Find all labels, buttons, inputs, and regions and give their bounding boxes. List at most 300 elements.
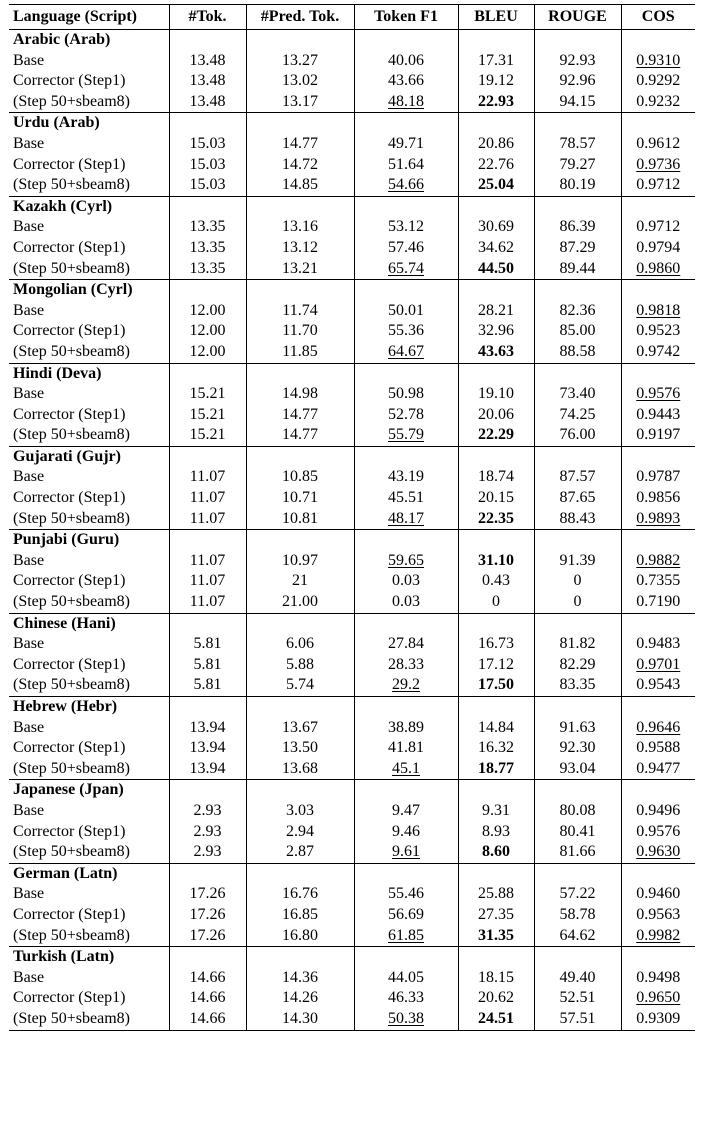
results-table <box>9 4 695 1031</box>
method-cell: Base <box>13 801 45 819</box>
rouge-cell: 78.57 <box>534 134 621 155</box>
token-f1-cell: 55.46 <box>354 884 458 905</box>
pred-tok-cell: 6.06 <box>246 634 354 655</box>
second-best-value: 65.74 <box>388 259 424 277</box>
table-row <box>9 342 695 363</box>
tok-cell: 11.07 <box>169 467 246 488</box>
empty-cell <box>354 30 458 51</box>
bleu-cell: 8.93 <box>458 822 534 843</box>
empty-cell <box>246 697 354 718</box>
bleu-cell: 0 <box>458 592 534 613</box>
empty-cell <box>458 446 534 467</box>
empty-cell <box>246 30 354 51</box>
table-row <box>9 718 695 739</box>
empty-cell <box>354 530 458 551</box>
token-f1-cell: 27.84 <box>354 634 458 655</box>
tok-cell: 14.66 <box>169 988 246 1009</box>
empty-cell <box>621 363 695 384</box>
language-row <box>9 697 695 718</box>
tok-cell: 11.07 <box>169 592 246 613</box>
empty-cell <box>354 280 458 301</box>
table-body <box>9 30 695 1031</box>
language-row <box>9 780 695 801</box>
token-f1-cell <box>354 551 458 572</box>
tok-cell: 14.66 <box>169 968 246 989</box>
empty-cell <box>246 113 354 134</box>
pred-tok-cell: 14.77 <box>246 134 354 155</box>
language-label: Kazakh (Cyrl) <box>9 196 169 217</box>
language-row <box>9 196 695 217</box>
token-f1-cell <box>354 342 458 363</box>
bleu-cell <box>458 551 534 572</box>
bleu-cell: 20.86 <box>458 134 534 155</box>
pred-tok-cell: 13.68 <box>246 759 354 780</box>
bleu-cell <box>458 425 534 446</box>
empty-cell <box>458 30 534 51</box>
rouge-cell: 94.15 <box>534 92 621 113</box>
bleu-cell <box>458 509 534 530</box>
cos-cell <box>621 509 695 530</box>
second-best-value: 50.38 <box>388 1009 424 1027</box>
table-row <box>9 926 695 947</box>
language-row <box>9 113 695 134</box>
language-row <box>9 446 695 467</box>
rouge-cell: 79.27 <box>534 155 621 176</box>
empty-cell <box>246 613 354 634</box>
table-row <box>9 301 695 322</box>
cos-cell <box>621 259 695 280</box>
second-best-value: 0.9310 <box>636 51 681 69</box>
rouge-cell: 81.66 <box>534 842 621 863</box>
pred-tok-cell: 13.50 <box>246 738 354 759</box>
language-row <box>9 863 695 884</box>
pred-tok-cell: 14.77 <box>246 405 354 426</box>
table-row <box>9 738 695 759</box>
rouge-cell: 87.29 <box>534 238 621 259</box>
token-f1-cell: 56.69 <box>354 905 458 926</box>
cos-cell: 0.9787 <box>621 467 695 488</box>
rouge-cell: 87.57 <box>534 467 621 488</box>
tok-cell: 12.00 <box>169 342 246 363</box>
second-best-value: 0.9893 <box>636 509 681 527</box>
cos-cell <box>621 842 695 863</box>
method-cell: Base <box>13 551 45 569</box>
bleu-cell <box>458 675 534 696</box>
empty-cell <box>458 613 534 634</box>
method-cell: Corrector (Step1) <box>13 655 126 673</box>
method-cell: Base <box>13 301 45 319</box>
best-value: 8.60 <box>482 843 510 861</box>
table-row <box>9 801 695 822</box>
table-row <box>9 425 695 446</box>
bleu-cell: 16.32 <box>458 738 534 759</box>
empty-cell <box>534 780 621 801</box>
language-label: Japanese (Jpan) <box>9 780 169 801</box>
token-f1-cell: 55.36 <box>354 321 458 342</box>
token-f1-cell <box>354 842 458 863</box>
tok-cell: 11.07 <box>169 571 246 592</box>
empty-cell <box>169 446 246 467</box>
token-f1-cell: 41.81 <box>354 738 458 759</box>
rouge-cell: 88.43 <box>534 509 621 530</box>
rouge-cell: 82.36 <box>534 301 621 322</box>
rouge-cell: 92.93 <box>534 51 621 72</box>
tok-cell: 13.35 <box>169 238 246 259</box>
best-value: 31.35 <box>478 926 514 944</box>
token-f1-cell: 43.66 <box>354 71 458 92</box>
cos-cell: 0.9794 <box>621 238 695 259</box>
method-cell: (Step 50+sbeam8) <box>13 92 130 110</box>
table-row <box>9 92 695 113</box>
rouge-cell: 57.22 <box>534 884 621 905</box>
empty-cell <box>246 947 354 968</box>
cos-cell: 0.9712 <box>621 217 695 238</box>
table-row <box>9 988 695 1009</box>
empty-cell <box>534 530 621 551</box>
second-best-value: 0.9818 <box>636 301 681 319</box>
pred-tok-cell: 14.77 <box>246 425 354 446</box>
pred-tok-cell: 14.30 <box>246 1009 354 1030</box>
second-best-value: 55.79 <box>388 426 424 444</box>
cos-cell: 0.9483 <box>621 634 695 655</box>
tok-cell: 5.81 <box>169 655 246 676</box>
table-row <box>9 155 695 176</box>
rouge-cell: 0 <box>534 592 621 613</box>
rouge-cell: 88.58 <box>534 342 621 363</box>
bleu-cell: 32.96 <box>458 321 534 342</box>
rouge-cell: 64.62 <box>534 926 621 947</box>
empty-cell <box>458 530 534 551</box>
bleu-cell: 18.74 <box>458 467 534 488</box>
empty-cell <box>534 30 621 51</box>
bleu-cell: 18.15 <box>458 968 534 989</box>
tok-cell: 12.00 <box>169 321 246 342</box>
table-row <box>9 175 695 196</box>
pred-tok-cell: 13.16 <box>246 217 354 238</box>
cos-cell: 0.9612 <box>621 134 695 155</box>
language-label: Turkish (Latn) <box>9 947 169 968</box>
rouge-cell: 91.39 <box>534 551 621 572</box>
rouge-cell: 92.96 <box>534 71 621 92</box>
rouge-cell: 58.78 <box>534 905 621 926</box>
cos-cell: 0.7355 <box>621 571 695 592</box>
method-cell: Corrector (Step1) <box>13 822 126 840</box>
pred-tok-cell: 14.26 <box>246 988 354 1009</box>
tok-cell: 13.94 <box>169 738 246 759</box>
table-row <box>9 655 695 676</box>
bleu-cell <box>458 759 534 780</box>
table-row <box>9 384 695 405</box>
bleu-cell: 20.62 <box>458 988 534 1009</box>
method-cell: (Step 50+sbeam8) <box>13 426 130 444</box>
empty-cell <box>534 947 621 968</box>
second-best-value: 9.61 <box>392 843 420 861</box>
pred-tok-cell: 13.27 <box>246 51 354 72</box>
pred-tok-cell: 13.02 <box>246 71 354 92</box>
pred-tok-cell: 13.17 <box>246 92 354 113</box>
rouge-cell: 92.30 <box>534 738 621 759</box>
tok-cell: 2.93 <box>169 801 246 822</box>
pred-tok-cell: 16.85 <box>246 905 354 926</box>
method-cell: Base <box>13 51 45 69</box>
table-row <box>9 884 695 905</box>
language-label: Chinese (Hani) <box>9 613 169 634</box>
empty-cell <box>169 113 246 134</box>
empty-cell <box>621 113 695 134</box>
cos-cell: 0.9588 <box>621 738 695 759</box>
tok-cell: 17.26 <box>169 884 246 905</box>
header-token-f1: Token F1 <box>354 5 458 30</box>
token-f1-cell: 0.03 <box>354 571 458 592</box>
tok-cell: 17.26 <box>169 926 246 947</box>
empty-cell <box>354 613 458 634</box>
table-row <box>9 405 695 426</box>
pred-tok-cell: 21 <box>246 571 354 592</box>
method-cell: Base <box>13 885 45 903</box>
empty-cell <box>169 947 246 968</box>
rouge-cell: 83.35 <box>534 675 621 696</box>
method-cell: (Step 50+sbeam8) <box>9 1009 169 1030</box>
table-row <box>9 51 695 72</box>
token-f1-cell: 44.05 <box>354 968 458 989</box>
rouge-cell: 93.04 <box>534 759 621 780</box>
cos-cell <box>621 301 695 322</box>
method-cell: Base <box>13 968 45 986</box>
pred-tok-cell: 14.36 <box>246 968 354 989</box>
language-label: Mongolian (Cyrl) <box>9 280 169 301</box>
pred-tok-cell: 10.97 <box>246 551 354 572</box>
tok-cell: 13.48 <box>169 92 246 113</box>
method-cell: Corrector (Step1) <box>13 155 126 173</box>
tok-cell: 17.26 <box>169 905 246 926</box>
pred-tok-cell: 16.76 <box>246 884 354 905</box>
token-f1-cell <box>354 926 458 947</box>
table-row <box>9 675 695 696</box>
empty-cell <box>246 780 354 801</box>
second-best-value: 48.18 <box>388 92 424 110</box>
rouge-cell: 52.51 <box>534 988 621 1009</box>
empty-cell <box>534 196 621 217</box>
empty-cell <box>169 780 246 801</box>
best-value: 31.10 <box>478 551 514 569</box>
second-best-value: 0.9982 <box>636 926 681 944</box>
cos-cell <box>621 655 695 676</box>
empty-cell <box>621 947 695 968</box>
token-f1-cell <box>354 175 458 196</box>
pred-tok-cell: 11.85 <box>246 342 354 363</box>
token-f1-cell: 9.46 <box>354 822 458 843</box>
bleu-cell <box>458 1009 534 1030</box>
tok-cell: 15.21 <box>169 405 246 426</box>
best-value: 22.29 <box>478 426 514 444</box>
empty-cell <box>246 196 354 217</box>
token-f1-cell: 43.19 <box>354 467 458 488</box>
cos-cell <box>621 384 695 405</box>
cos-cell <box>621 51 695 72</box>
bleu-cell: 22.76 <box>458 155 534 176</box>
language-label: Hindi (Deva) <box>9 363 169 384</box>
language-row <box>9 30 695 51</box>
method-cell: Base <box>13 134 45 152</box>
empty-cell <box>458 196 534 217</box>
language-label: German (Latn) <box>9 863 169 884</box>
language-label: Gujarati (Gujr) <box>9 446 169 467</box>
tok-cell: 5.81 <box>169 675 246 696</box>
pred-tok-cell: 14.98 <box>246 384 354 405</box>
tok-cell: 2.93 <box>169 842 246 863</box>
empty-cell <box>354 446 458 467</box>
cos-cell: 0.9232 <box>621 92 695 113</box>
header-tok: #Tok. <box>169 5 246 30</box>
empty-cell <box>458 363 534 384</box>
bleu-cell: 14.84 <box>458 718 534 739</box>
table-row <box>9 759 695 780</box>
tok-cell: 11.07 <box>169 488 246 509</box>
table-row <box>9 134 695 155</box>
method-cell: Corrector (Step1) <box>13 72 126 90</box>
second-best-value: 0.9630 <box>636 843 681 861</box>
empty-cell <box>246 530 354 551</box>
bleu-cell: 17.12 <box>458 655 534 676</box>
header-bleu: BLEU <box>458 5 534 30</box>
rouge-cell: 80.41 <box>534 822 621 843</box>
cos-cell: 0.9197 <box>621 425 695 446</box>
bleu-cell: 19.12 <box>458 71 534 92</box>
bleu-cell: 28.21 <box>458 301 534 322</box>
method-cell: Base <box>13 635 45 653</box>
second-best-value: 48.17 <box>388 509 424 527</box>
pred-tok-cell: 16.80 <box>246 926 354 947</box>
method-cell: Base <box>13 468 45 486</box>
token-f1-cell: 50.98 <box>354 384 458 405</box>
pred-tok-cell: 2.94 <box>246 822 354 843</box>
empty-cell <box>169 613 246 634</box>
second-best-value: 0.9650 <box>636 989 681 1007</box>
rouge-cell: 57.51 <box>534 1009 621 1030</box>
method-cell: (Step 50+sbeam8) <box>13 926 130 944</box>
method-cell: Corrector (Step1) <box>13 739 126 757</box>
bleu-cell: 25.88 <box>458 884 534 905</box>
rouge-cell: 81.82 <box>534 634 621 655</box>
rouge-cell: 80.08 <box>534 801 621 822</box>
bleu-cell: 19.10 <box>458 384 534 405</box>
empty-cell <box>246 863 354 884</box>
method-cell: Base <box>13 218 45 236</box>
empty-cell <box>534 280 621 301</box>
second-best-value: 0.9736 <box>636 155 681 173</box>
header-pred-tok: #Pred. Tok. <box>246 5 354 30</box>
pred-tok-cell: 13.12 <box>246 238 354 259</box>
empty-cell <box>246 446 354 467</box>
token-f1-cell <box>354 675 458 696</box>
token-f1-cell: 45.51 <box>354 488 458 509</box>
second-best-value: 29.2 <box>392 676 420 694</box>
empty-cell <box>534 613 621 634</box>
method-cell: Corrector (Step1) <box>13 489 126 507</box>
tok-cell: 5.81 <box>169 634 246 655</box>
method-cell: (Step 50+sbeam8) <box>13 843 130 861</box>
second-best-value: 59.65 <box>388 551 424 569</box>
bleu-cell: 34.62 <box>458 238 534 259</box>
pred-tok-cell: 10.81 <box>246 509 354 530</box>
rouge-cell: 74.25 <box>534 405 621 426</box>
tok-cell: 13.94 <box>169 718 246 739</box>
table-row <box>9 842 695 863</box>
token-f1-cell <box>354 425 458 446</box>
rouge-cell: 82.29 <box>534 655 621 676</box>
token-f1-cell: 57.46 <box>354 238 458 259</box>
rouge-cell: 91.63 <box>534 718 621 739</box>
cos-cell: 0.9712 <box>621 175 695 196</box>
empty-cell <box>621 780 695 801</box>
language-row <box>9 613 695 634</box>
language-row <box>9 363 695 384</box>
tok-cell: 13.35 <box>169 259 246 280</box>
language-label: Hebrew (Hebr) <box>9 697 169 718</box>
bleu-cell <box>458 842 534 863</box>
rouge-cell: 76.00 <box>534 425 621 446</box>
tok-cell: 13.48 <box>169 71 246 92</box>
table-row <box>9 592 695 613</box>
table-row <box>9 488 695 509</box>
method-cell: Corrector (Step1) <box>13 989 126 1007</box>
tok-cell: 15.21 <box>169 384 246 405</box>
method-cell: (Step 50+sbeam8) <box>13 509 130 527</box>
second-best-value: 45.1 <box>392 759 420 777</box>
rouge-cell: 86.39 <box>534 217 621 238</box>
best-value: 43.63 <box>478 342 514 360</box>
tok-cell: 12.00 <box>169 301 246 322</box>
bleu-cell <box>458 259 534 280</box>
cos-cell: 0.9477 <box>621 759 695 780</box>
second-best-value: 0.9646 <box>636 718 681 736</box>
cos-cell <box>621 718 695 739</box>
token-f1-cell <box>354 92 458 113</box>
method-cell: (Step 50+sbeam8) <box>13 593 130 611</box>
tok-cell: 11.07 <box>169 551 246 572</box>
pred-tok-cell: 10.71 <box>246 488 354 509</box>
token-f1-cell: 53.12 <box>354 217 458 238</box>
bleu-cell <box>458 175 534 196</box>
bleu-cell <box>458 926 534 947</box>
token-f1-cell: 46.33 <box>354 988 458 1009</box>
empty-cell <box>354 196 458 217</box>
pred-tok-cell: 14.85 <box>246 175 354 196</box>
method-cell: (Step 50+sbeam8) <box>13 676 130 694</box>
token-f1-cell: 38.89 <box>354 718 458 739</box>
empty-cell <box>169 30 246 51</box>
cos-cell: 0.9563 <box>621 905 695 926</box>
best-value: 17.50 <box>478 676 514 694</box>
bleu-cell: 20.15 <box>458 488 534 509</box>
bleu-cell: 0.43 <box>458 571 534 592</box>
empty-cell <box>354 113 458 134</box>
pred-tok-cell: 11.74 <box>246 301 354 322</box>
rouge-cell: 73.40 <box>534 384 621 405</box>
language-row <box>9 530 695 551</box>
table-row <box>9 551 695 572</box>
rouge-cell: 49.40 <box>534 968 621 989</box>
cos-cell: 0.9496 <box>621 801 695 822</box>
cos-cell <box>621 155 695 176</box>
empty-cell <box>458 280 534 301</box>
table-row <box>9 217 695 238</box>
empty-cell <box>621 613 695 634</box>
cos-cell: 0.9443 <box>621 405 695 426</box>
pred-tok-cell: 21.00 <box>246 592 354 613</box>
token-f1-cell: 0.03 <box>354 592 458 613</box>
table-row <box>9 968 695 989</box>
